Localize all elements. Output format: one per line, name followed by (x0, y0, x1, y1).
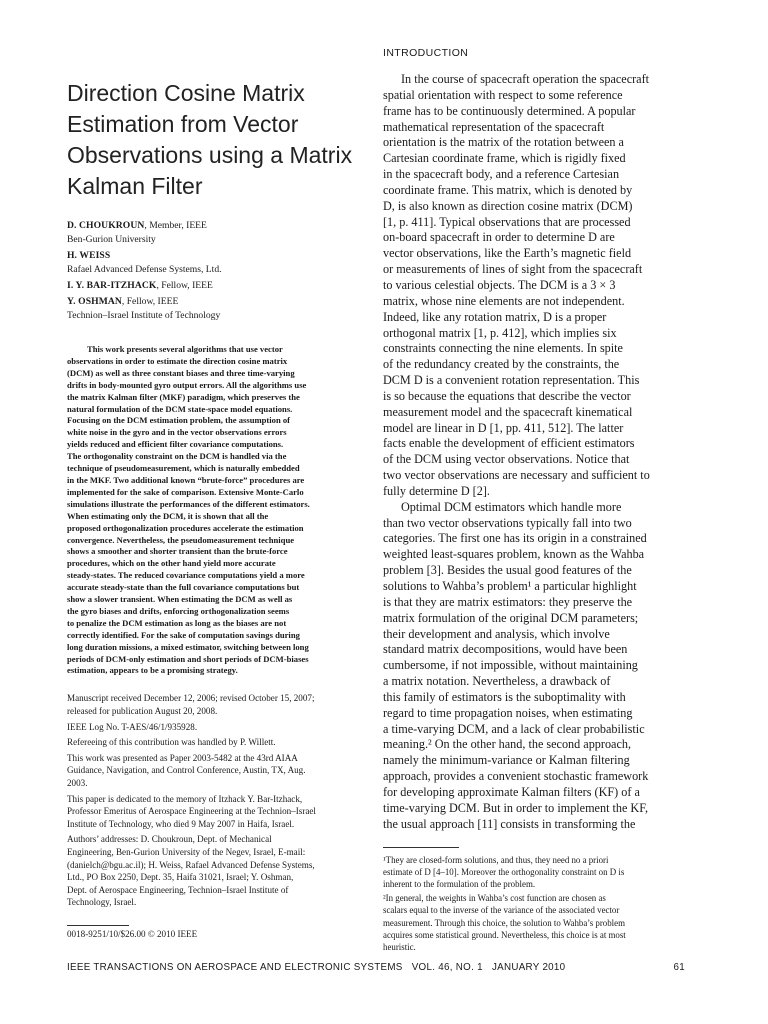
footnote (383, 892, 688, 953)
body-line: meaning.² On the other hand, the second approach, (383, 737, 631, 752)
body-line: orientation is the matrix of the rotation between a (383, 135, 624, 150)
abstract-line: This work presents several algorithms that use vector (87, 344, 283, 354)
body-line: to various celestial objects. The DCM is a 3 × 3 (383, 277, 616, 292)
body-line: the usual approach [11] consists in transforming the (383, 816, 636, 831)
abstract-line: When estimating only the DCM, it is shown that all the (67, 510, 269, 521)
footnote-line: measurement. Through this choice, the solution to Wahba’s problem (383, 917, 625, 928)
abstract-line: convergence. Nevertheless, the pseudomeasurement technique (67, 534, 295, 545)
author-affiliation: Technion–Israel Institute of Technology (67, 310, 221, 321)
body-line: orthogonal matrix [1, p. 412], which implies six (383, 325, 617, 340)
note-line: Dept. of Aerospace Engineering, Technion–Israel Institute of (67, 884, 289, 895)
body-line: vector observations, like the Earth’s magnetic field (383, 246, 632, 261)
abstract-line: drifts in body-mounted gyro output errors. All the algorithms use (67, 379, 307, 390)
left-column (67, 78, 365, 940)
body-line: model are linear in D [1, pp. 411, 512]. The latter (383, 420, 624, 435)
body-line: Cartesian coordinate frame, which is rigidly fixed (383, 151, 626, 166)
author-name: I. Y. BAR-ITZHACK (67, 280, 157, 291)
author-entry (67, 279, 365, 293)
body-line: on-board spacecraft in order to determine D are (383, 230, 615, 245)
abstract-line: the gyro biases and drifts, enforcing orthogonalization seems (67, 605, 290, 616)
body-line: or measurements of lines of sight from the spacecraft (383, 262, 643, 277)
footnotes (383, 854, 688, 954)
body-line: spatial orientation with respect to some reference (383, 87, 623, 102)
right-column (383, 47, 688, 955)
abstract-line: shows a smoother and shorter transient than the brute-force (67, 546, 288, 557)
abstract-line: estimation, appears to be a promising strategy. (67, 665, 238, 676)
body-line: D, is also known as direction cosine matrix (DCM) (383, 198, 633, 213)
abstract (67, 344, 365, 677)
body-line: standard matrix decompositions, would have been (383, 642, 628, 657)
author-name: D. CHOUKROUN (67, 220, 145, 231)
abstract-line: periods of DCM-only estimation and short periods of DCM-biases (67, 653, 309, 664)
abstract-line: white noise in the gyro and in the vector observations errors (67, 427, 287, 438)
body-line: a matrix notation. Nevertheless, a drawback of (383, 674, 611, 689)
body-line: [1, p. 411]. Typical observations that are processed (383, 214, 631, 229)
body-line: constraints connecting the nine elements. In spite (383, 341, 623, 356)
author-name: Y. OSHMAN (67, 296, 122, 307)
abstract-line: show a slower transient. When estimating the DCM as well as (67, 594, 293, 605)
body-line: of the redundancy created by the constraints, the (383, 357, 620, 372)
body-line: than two vector observations typically fall into two (383, 515, 632, 530)
note-line: This work was presented as Paper 2003-5482 at the 43rd AIAA (67, 752, 298, 763)
abstract-line: correctly identified. For the sake of computation savings during (67, 629, 300, 640)
journal-name: IEEE TRANSACTIONS ON AEROSPACE AND ELECTRONIC SYSTEMS VOL. 46, NO. 1 JANUARY 2010 (67, 962, 566, 973)
abstract-line: to penalize the DCM estimation as long as the biases are not (67, 617, 287, 628)
section-heading: INTRODUCTION (383, 47, 469, 59)
body-line: namely the minimum-variance or Kalman filtering (383, 753, 630, 768)
author-name: H. WEISS (67, 250, 111, 261)
footnote-line: ¹They are closed-form solutions, and thus, they need no a priori (383, 854, 609, 865)
abstract-line: proposed orthogonalization procedures accelerate the estimation (67, 522, 304, 533)
author-name-line (67, 249, 365, 263)
paper-title (67, 78, 365, 202)
manuscript-note (67, 736, 365, 749)
footnote-line: estimate of D [4–10]. Moreover the orthogonality constraint on D is (383, 866, 625, 877)
body-line: mathematical representation of the spacecraft (383, 119, 605, 134)
body-line: for developing approximate Kalman filters (KF) of a (383, 784, 640, 799)
note-line: Authors’ addresses: D. Choukroun, Dept. of Mechanical (67, 834, 272, 845)
body-line: of the DCM using vector observations. Notice that (383, 452, 630, 467)
body-line: Indeed, like any rotation matrix, D is a proper (383, 309, 607, 324)
note-line: Technology, Israel. (67, 897, 137, 908)
author-grade: , Fellow, IEEE (121, 296, 179, 307)
note-line: released for publication August 20, 2008. (67, 705, 218, 716)
abstract-line: simulations illustrate the performances of the different estimators. (67, 498, 310, 509)
footnote (383, 854, 688, 891)
author-grade: , Member, IEEE (144, 220, 207, 231)
body-line: is that they are matrix estimators: they preserve the (383, 594, 633, 609)
author-name-line (67, 295, 365, 309)
note-line: Manuscript received December 12, 2006; revised October 15, 2007; (67, 693, 315, 704)
body-line: frame has to be continuously determined. A popular (383, 103, 636, 118)
manuscript-note (67, 752, 365, 790)
manuscript-note (67, 793, 365, 831)
body-line: approach, provides a convenient stochastic framework (383, 769, 649, 784)
body-line: matrix, whose nine elements are not independent. (383, 293, 625, 308)
body-line: weighted least-squares problem, known as the Wahba (383, 547, 645, 562)
author-list (67, 219, 365, 323)
introduction-body (383, 72, 688, 833)
abstract-line: accurate steady-state than the full covariance computations but (67, 582, 300, 593)
body-line: In the course of spacecraft operation the spacecraft (401, 72, 650, 86)
body-line: regard to time propagation noises, when estimating (383, 705, 633, 720)
body-line: this family of estimators is the suboptimality with (383, 689, 626, 704)
abstract-line: natural formulation of the DCM state-space model equations. (67, 403, 293, 414)
abstract-line: technique of pseudomeasurement, which is naturally embedded (67, 463, 300, 474)
note-line: Guidance, Navigation, and Control Conference, Austin, TX, Aug. (67, 765, 306, 776)
body-line: measurement model and the spacecraft kinematical (383, 404, 633, 419)
note-line: IEEE Log No. T-AES/46/1/935928. (67, 721, 198, 732)
note-line: 2003. (67, 777, 88, 788)
note-line: Ltd., PO Box 2250, Dept. 35, Haifa 31021, Israel; Y. Oshman, (67, 872, 294, 883)
body-line: cumbersome, if not impossible, without maintaining (383, 658, 638, 673)
author-name-line (67, 219, 365, 233)
author-affiliation: Rafael Advanced Defense Systems, Ltd. (67, 264, 222, 275)
title-line: Kalman Filter (67, 173, 203, 199)
body-line: problem [3]. Besides the usual good features of the (383, 563, 632, 578)
abstract-line: observations in order to estimate the direction cosine matrix (67, 355, 288, 366)
author-entry (67, 295, 365, 323)
body-line: time-varying DCM. But in order to implement the KF, (383, 800, 649, 815)
abstract-line: in the MKF. Two additional known “brute-force” procedures are (67, 474, 305, 485)
abstract-line: the matrix Kalman filter (MKF) paradigm, which preserves the (67, 391, 300, 402)
title-line: Direction Cosine Matrix (67, 80, 305, 106)
price-line: 0018-9251/10/$26.00 © 2010 IEEE (67, 928, 198, 939)
footnote-line: acquires some statistical ground. Nevertheless, this choice is at most (383, 929, 626, 940)
note-line: (danielch@bgu.ac.il); H. Weiss, Rafael Advanced Defense Systems, (67, 859, 315, 870)
manuscript-notes (67, 692, 365, 909)
note-line: Engineering, Ben-Gurion University of the Negev, Israel, E-mail: (67, 846, 306, 857)
footnote-rule (67, 925, 129, 926)
body-line: coordinate frame. This matrix, which is denoted by (383, 182, 633, 197)
abstract-line: The orthogonality constraint on the DCM is handled via the (67, 451, 287, 462)
body-line: their development and analysis, which involve (383, 626, 610, 641)
manuscript-note (67, 721, 365, 734)
note-line: This paper is dedicated to the memory of Itzhack Y. Bar-Itzhack, (67, 793, 303, 804)
manuscript-note (67, 692, 365, 717)
body-line: fully determine D [2]. (383, 483, 490, 498)
abstract-line: yields reduced and efficient filter covariance computations. (67, 439, 284, 450)
body-line: categories. The first one has its origin in a constrained (383, 531, 647, 546)
page-number: 61 (673, 962, 685, 973)
body-line: facts enable the development of efficient estimators (383, 436, 635, 451)
footnote-line: inherent to the formulation of the problem. (383, 878, 536, 889)
body-line: solutions to Wahba’s problem¹ a particular highlight (383, 579, 637, 593)
author-affiliation: Ben-Gurion University (67, 234, 156, 245)
manuscript-note (67, 833, 365, 909)
body-line: Optimal DCM estimators which handle more (401, 499, 622, 514)
note-line: Professor Emeritus of Aerospace Engineering at the Technion–Israel (67, 806, 316, 817)
footnote-line: heuristic. (383, 941, 416, 952)
body-line: DCM D is a convenient rotation representation. This (383, 373, 640, 388)
note-line: Institute of Technology, who died 9 May 2007 in Haifa, Israel. (67, 818, 295, 829)
title-line: Observations using a Matrix (67, 142, 353, 168)
body-line: two vector observations are necessary and sufficient to (383, 468, 650, 483)
abstract-line: steady-states. The reduced covariance computations yield a more (67, 570, 305, 581)
title-line: Estimation from Vector (67, 111, 299, 137)
body-line: a time-varying DCM, and a lack of clear probabilistic (383, 721, 645, 736)
abstract-line: implemented for the sake of comparison. Extensive Monte-Carlo (67, 486, 304, 497)
abstract-line: (DCM) as well as three constant biases and three time-varying (67, 367, 295, 378)
author-entry (67, 249, 365, 277)
body-line: matrix formulation of the original DCM parameters; (383, 610, 639, 625)
body-line: is so because the equations that describe the vector (383, 388, 631, 403)
abstract-line: Focusing on the DCM estimation problem, the assumption of (67, 415, 291, 426)
footnote-rule (383, 847, 459, 848)
footnote-line: scalars equal to the inverse of the variance of the associated vector (383, 905, 620, 916)
note-line: Refereeing of this contribution was handled by P. Willett. (67, 737, 276, 748)
author-entry (67, 219, 365, 247)
body-line: in the spacecraft body, and a reference Cartesian (383, 167, 620, 182)
author-grade: , Fellow, IEEE (156, 280, 213, 291)
footnote-line: ²In general, the weights in Wahba’s cost function are chosen as (383, 893, 606, 904)
author-name-line (67, 279, 365, 293)
abstract-line: procedures, which on the other hand yield more accurate (67, 558, 276, 569)
abstract-line: long duration missions, a mixed estimator, switching between long (67, 641, 309, 652)
